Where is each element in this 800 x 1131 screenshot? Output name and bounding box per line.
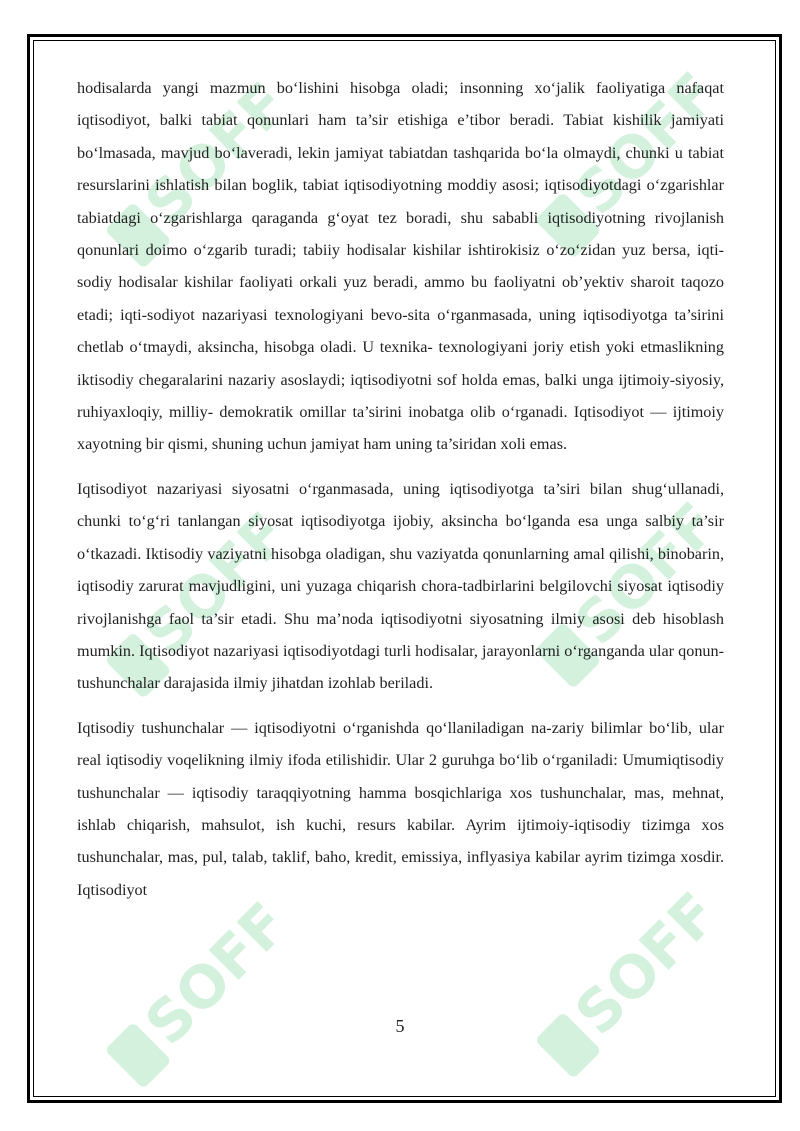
watermark-text: SOFF — [562, 489, 731, 658]
watermark-text: SOFF — [132, 889, 301, 1058]
paragraph-1: hodisalarda yangi mazmun bo‘lishini hisobga oladi; insonning xo‘jalik faoliyatiga nafaqat iqtisodiyot, balki tabiat qonunlari ham ta’sir etishiga e’tibor beradi. Tabiat kishilik jamiyati bo‘lmasada, mavjud bo‘laveradi, lekin jamiyat tabiatdan tashqarida bo‘la olmaydi, chunki u tabiat resurslarini ishlatish bilan boglik, tabiat iqtisodiyotning moddiy asosi; iqtisodiyotdagi o‘zgarishlar tabiatdagi o‘zgarishlarga qaraganda g‘oyat tez boradi, shu sababli iqtisodiyotning rivojlanish qonunlari doimo o‘zgarib turadi; tabiiy hodisalar kishilar ishtirokisiz o‘zo‘zidan yuz bersa, iqti-sodiy hodisalar kishilar faoliyati orkali yuz beradi, ammo bu faoliyatni ob’yektiv sharoit taqozo etadi; iqti-sodiyot nazariyasi texnologiyani bevo-sita o‘rganmasada, uning iqtisodiyotga ta’sirini chetlab o‘tmaydi, aksincha, hisobga oladi. U texnika- texnologiyani joriy etish yoki etmaslikning iktisodiy chegaralarini nazariy asoslaydi; iqtisodiyotni sof holda emas, balki unga ijtimoiy-siyosiy, ruhiyaxloqiy, milliy- demokratik omillar ta’sirini inobatga olib o‘rganadi. Iqtisodiyot — ijtimoiy xayotning bir qismi, shuning uchun jamiyat ham uning ta’siridan xoli emas. — [77, 79, 724, 454]
watermark-text: SOFF — [132, 69, 301, 238]
watermark-text: SOFF — [132, 499, 301, 668]
paragraph-3: Iqtisodiy tushunchalar — iqtisodiyotni o‘rganishda qo‘llaniladigan na-zariy bilimlar bo‘lib, ular real iqtisodiy voqelikning ilmiy ifoda etilishidir. Ular 2 guruhga bo‘lib o‘rganiladi: Umumiqtisodiy tushunchalar — iqtisodiy taraqqiyotning hamma bosqichlariga xos tushunchalar, mas, mehnat, ishlab chiqarish, mahsulot, ish kuchi, resurs kabilar. Ayrim ijtimoiy-iqtisodiy tizimga xos tushunchalar, mas, pul, talab, taklif, baho, kredit, emissiya, inflyasiya kabilar ayrim tizimga xosdir. Iqtisodiyot — [77, 718, 724, 899]
watermark-text: SOFF — [562, 879, 731, 1048]
watermark-text: SOFF — [562, 59, 731, 228]
page-number: 5 — [395, 1016, 405, 1036]
document-body — [77, 72, 724, 918]
paragraph-2: Iqtisodiyot nazariyasi siyosatni o‘rganmasada, uning iqtisodiyotga ta’siri bilan shug‘ullanadi, chunki to‘g‘ri tanlangan siyosat iqtisodiyotga ijobiy, aksincha bo‘lganda esa unga salbiy ta’sir o‘tkazadi. Iktisodiy vaziyatni hisobga oladigan, shu vaziyatda qonunlarning amal qilishi, binobarin, iqtisodiy zarurat mavjudligini, uni yuzaga chiqarish chora-tadbirlarini belgilovchi siyosat iqtisodiy rivojlanishga faol ta’sir etadi. Shu ma’noda iqtisodiyotni siyosatning ilmiy asosi deb hisoblash mumkin. Iqtisodiyot nazariyasi iqtisodiyotdagi turli hodisalar, jarayonlarni o‘rganganda ular qonun-tushunchalar darajasida ilmiy jihatdan izohlab beriladi. — [77, 479, 724, 693]
